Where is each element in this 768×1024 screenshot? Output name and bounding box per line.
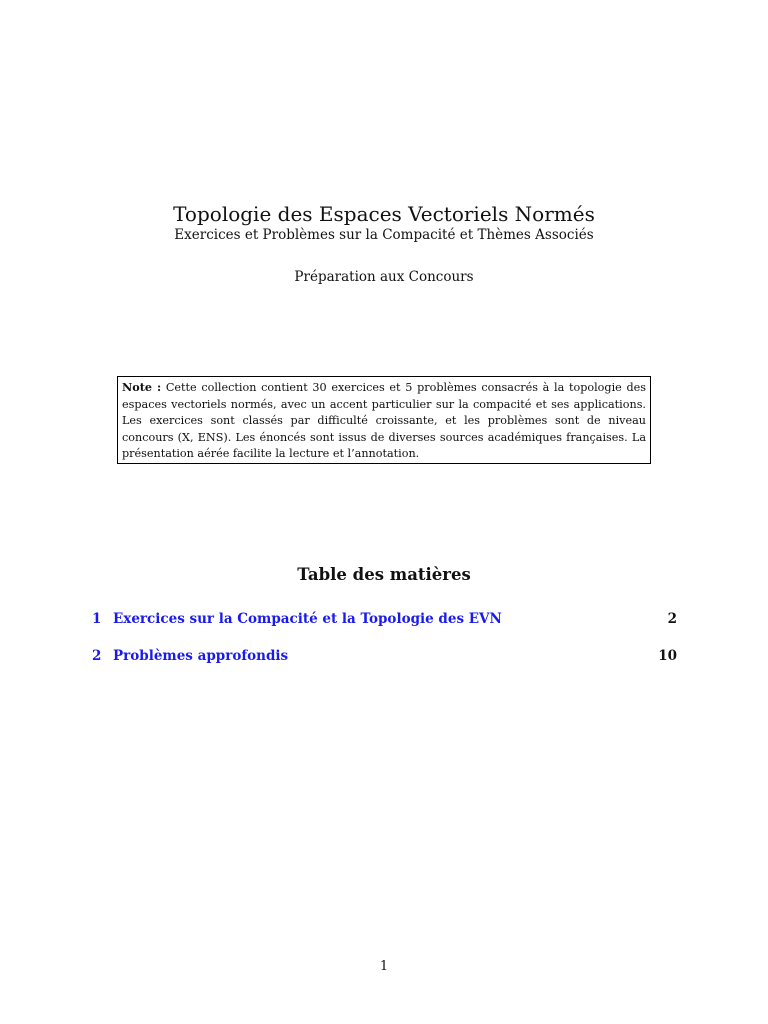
toc-entry-link[interactable]: Exercices sur la Compacité et la Topologie des EVN (113, 611, 502, 627)
note-label: Note : (122, 380, 162, 394)
note-box (117, 376, 651, 464)
toc-entry-2[interactable] (92, 646, 677, 666)
page-number: 1 (379, 959, 389, 974)
document-subtitle: Exercices et Problèmes sur la Compacité et Thèmes Associés (174, 227, 594, 243)
toc-title: Table des matières (297, 565, 471, 584)
preparation-line: Préparation aux Concours (294, 269, 474, 285)
toc-entry-number: 2 (92, 648, 102, 664)
document-title: Topologie des Espaces Vectoriels Normés (173, 202, 595, 226)
note-text: Cette collection contient 30 exercices et 5 problèmes consacrés à la topologie des espaces vectoriels normés, avec un accent particulier sur la compacité et ses applications. Les exercices sont classés par difficulté croissante, et les problèmes sont de niveau concours (X, ENS). Les énoncés sont issus de diverses sources académiques françaises. La présentation aérée facilite la lecture et l’annotation. (122, 381, 646, 461)
toc-entry-page: 2 (667, 611, 677, 627)
toc-entry-link[interactable]: Problèmes approfondis (113, 648, 289, 664)
toc-entry-1[interactable] (92, 609, 677, 629)
toc-entry-number: 1 (92, 611, 102, 627)
toc-entry-page: 10 (658, 648, 677, 664)
